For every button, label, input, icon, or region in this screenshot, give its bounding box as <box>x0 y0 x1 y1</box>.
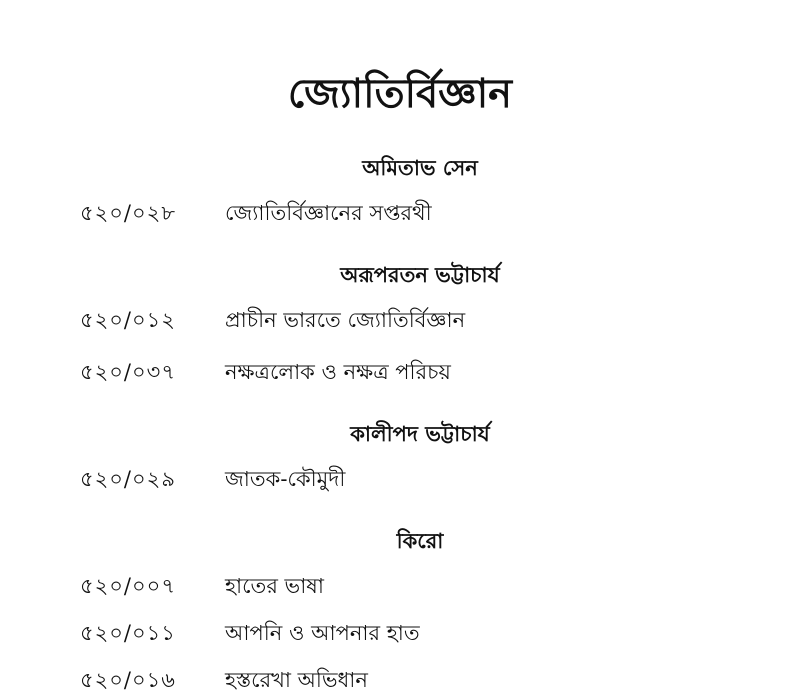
book-title: প্রাচীন ভারতে জ্যোতির্বিজ্ঞান <box>225 308 466 332</box>
list-item <box>80 466 345 498</box>
book-title: জাতক-কৌমুদী <box>225 467 346 491</box>
book-title: হাতের ভাষা <box>225 574 324 598</box>
book-title: নক্ষত্রলোক ও নক্ষত্র পরিচয় <box>225 360 451 384</box>
book-code: ৫২০/০২৮ <box>80 201 176 225</box>
list-item <box>80 667 368 699</box>
book-code: ৫২০/০০৭ <box>80 574 176 598</box>
book-code: ৫২০/০১২ <box>80 308 176 332</box>
book-title: হস্তরেখা অভিধান <box>225 668 368 692</box>
book-code: ৫২০/০১১ <box>80 621 176 645</box>
author-heading: অমিতাভ সেন <box>362 155 478 180</box>
author-heading: কালীপদ ভট্টাচার্য <box>350 421 490 446</box>
list-item <box>80 200 432 232</box>
book-code: ৫২০/০৩৭ <box>80 360 176 384</box>
book-title: জ্যোতির্বিজ্ঞানের সপ্তরথী <box>225 201 432 225</box>
list-item <box>80 307 465 339</box>
book-title: আপনি ও আপনার হাত <box>225 621 420 645</box>
page-title: জ্যোতির্বিজ্ঞান <box>287 70 513 117</box>
list-item <box>80 359 451 391</box>
author-heading: কিরো <box>396 528 444 553</box>
list-item <box>80 620 420 652</box>
list-item <box>80 573 324 605</box>
author-heading: অরূপরতন ভট্টাচার্য <box>340 262 500 287</box>
book-code: ৫২০/০১৬ <box>80 668 176 692</box>
book-code: ৫২০/০২৯ <box>80 467 176 491</box>
